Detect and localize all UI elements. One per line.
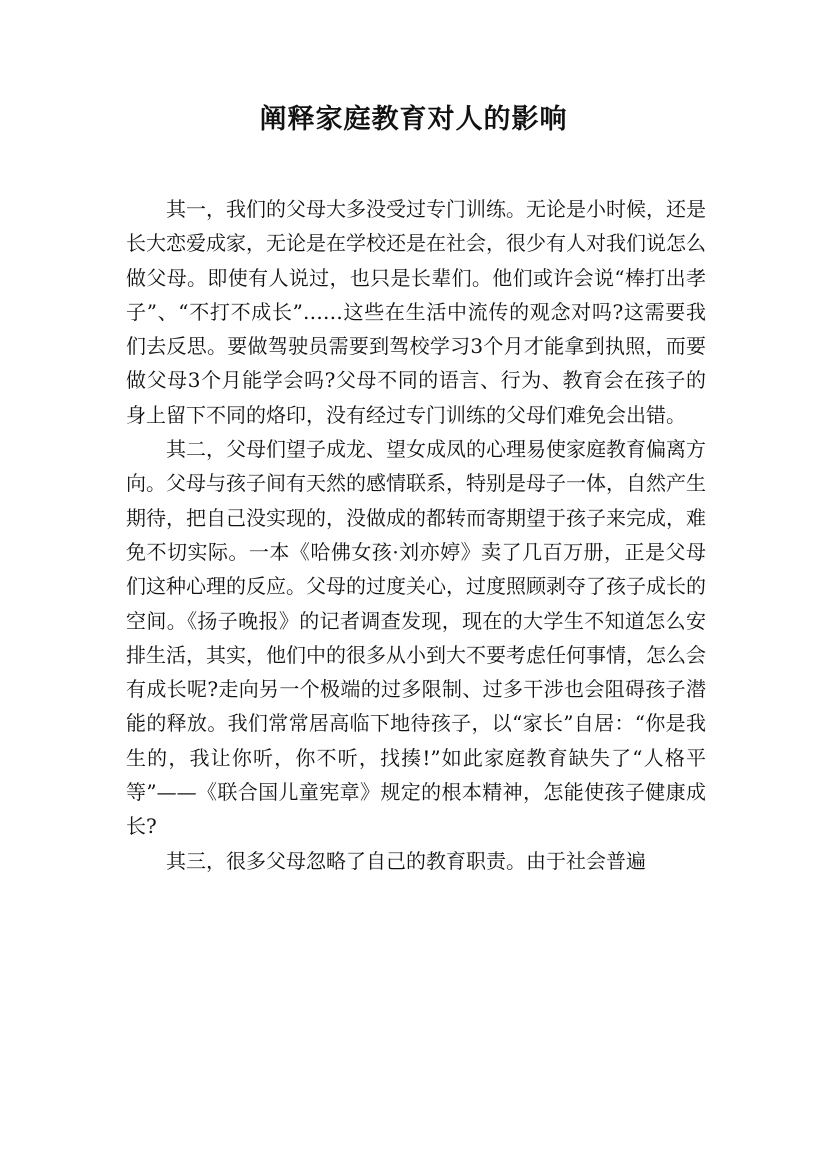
document-title: 阐释家庭教育对人的影响 bbox=[259, 104, 568, 135]
document-body bbox=[126, 192, 706, 878]
paragraph-1: 其一，我们的父母大多没受过专门训练。无论是小时候，还是长大恋爱成家，无论是在学校还是在社会，很少有人对我们说怎么做父母。即使有人说过，也只是长辈们。他们或许会说“棒打出孝子”、“不打不成长”……这些在生活中流传的观念对吗?这需要我们去反思。要做驾驶员需要到驾校学习3个月才能拿到执照，而要做父母3个月能学会吗?父母不同的语言、行为、教育会在孩子的身上留下不同的烙印，没有经过专门训练的父母们难免会出错。 bbox=[126, 197, 706, 427]
paragraph-2: 其二，父母们望子成龙、望女成凤的心理易使家庭教育偏离方向。父母与孩子间有天然的感情联系，特别是母子一体，自然产生期待，把自己没实现的，没做成的都转而寄期望于孩子来完成，难免不切实际。一本《哈佛女孩·刘亦婷》卖了几百万册，正是父母们这种心理的反应。父母的过度关心，过度照顾剥夺了孩子成长的空间。《扬子晚报》的记者调查发现，现在的大学生不知道怎么安排生活，其实，他们中的很多从小到大不要考虑任何事情，怎么会有成长呢?走向另一个极端的过多限制、过多干涉也会阻碍孩子潜能的释放。我们常常居高临下地待孩子，以“家长”自居：“你是我生的，我让你听，你不听，找揍!”如此家庭教育缺失了“人格平等”——《联合国儿童宪章》规定的根本精神，怎能使孩子健康成长? bbox=[126, 437, 706, 839]
paragraph-3: 其三，很多父母忽略了自己的教育职责。由于社会普遍 bbox=[166, 848, 646, 873]
